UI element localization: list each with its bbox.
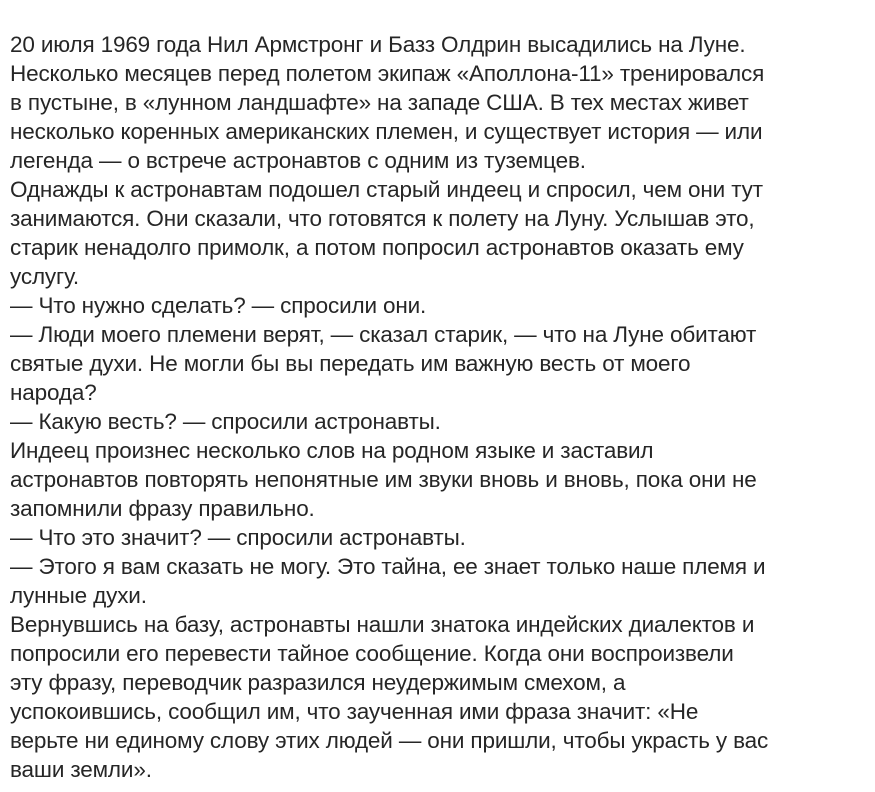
- text-line: ваши земли».: [10, 757, 152, 782]
- article-text: [10, 30, 869, 784]
- text-line: успокоившись, сообщил им, что заученная ими фраза значит: «Не: [10, 699, 699, 724]
- text-line: народа?: [10, 380, 97, 405]
- text-line: запомнили фразу правильно.: [10, 496, 315, 521]
- text-line: астронавтов повторять непонятные им звуки вновь и вновь, пока они не: [10, 467, 757, 492]
- text-line: эту фразу, переводчик разразился неудержимым смехом, а: [10, 670, 626, 695]
- text-line: в пустыне, в «лунном ландшафте» на западе США. В тех местах живет: [10, 90, 749, 115]
- text-line: лунные духи.: [10, 583, 147, 608]
- text-line: — Что нужно сделать? — спросили они.: [10, 293, 427, 318]
- text-line: несколько коренных американских племен, и существует история — или: [10, 119, 763, 144]
- text-line: занимаются. Они сказали, что готовятся к полету на Луну. Услышав это,: [10, 206, 755, 231]
- text-line: услугу.: [10, 264, 80, 289]
- text-line: попросили его перевести тайное сообщение. Когда они воспроизвели: [10, 641, 734, 666]
- text-line: верьте ни единому слову этих людей — они пришли, чтобы украсть у вас: [10, 728, 769, 753]
- text-line: — Что это значит? — спросили астронавты.: [10, 525, 466, 550]
- text-line: — Люди моего племени верят, — сказал старик, — что на Луне обитают: [10, 322, 757, 347]
- text-line: Несколько месяцев перед полетом экипаж «Аполлона-11» тренировался: [10, 61, 765, 86]
- text-line: Вернувшись на базу, астронавты нашли знатока индейских диалектов и: [10, 612, 755, 637]
- text-line: Однажды к астронавтам подошел старый индеец и спросил, чем они тут: [10, 177, 763, 202]
- text-line: святые духи. Не могли бы вы передать им важную весть от моего: [10, 351, 691, 376]
- text-line: — Какую весть? — спросили астронавты.: [10, 409, 441, 434]
- text-line: Индеец произнес несколько слов на родном языке и заставил: [10, 438, 654, 463]
- text-line: легенда — о встрече астронавтов с одним из туземцев.: [10, 148, 586, 173]
- text-line: 20 июля 1969 года Нил Армстронг и Базз Олдрин высадились на Луне.: [10, 32, 746, 57]
- text-line: старик ненадолго примолк, а потом попросил астронавтов оказать ему: [10, 235, 744, 260]
- text-line: — Этого я вам сказать не могу. Это тайна, ее знает только наше племя и: [10, 554, 766, 579]
